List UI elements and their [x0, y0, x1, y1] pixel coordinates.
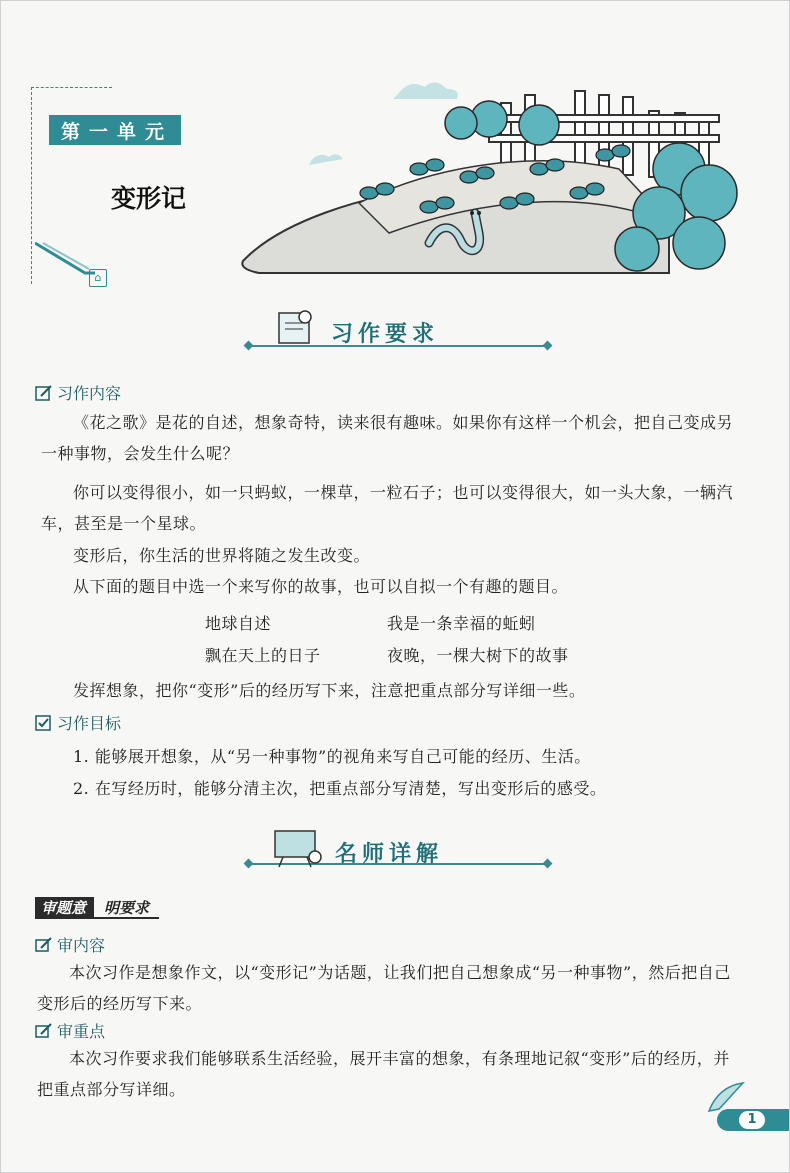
pen-icon: [35, 1023, 53, 1039]
review-content-text: 本次习作是想象作文，以“变形记”为话题，让我们把自己想象成“另一种事物”，然后把自己变形后的经历写下来。: [37, 963, 731, 1013]
banner-diamond-icon: [543, 859, 553, 869]
review-tag-b: 明要求: [94, 897, 159, 919]
topic-item: 我是一条幸福的蚯蚓: [387, 614, 536, 633]
subhead-review-content-label: 审内容: [57, 936, 106, 955]
banner-diamond-icon: [543, 341, 553, 351]
banner-diamond-icon: [244, 341, 254, 351]
goal-item: 2. 在写经历时，能够分清主次，把重点部分写清楚，写出变形后的感受。: [73, 779, 607, 798]
paragraph-3: 变形后，你生活的世界将随之发生改变。: [73, 546, 371, 565]
review-focus-text: 本次习作要求我们能够联系生活经验，展开丰富的想象，有条理地记叙“变形”后的经历，并把重点部分写详细。: [37, 1049, 730, 1099]
subhead-goals-label: 习作目标: [57, 714, 122, 733]
lesson-title: 变形记: [111, 184, 187, 213]
garden-illustration: [239, 73, 759, 285]
subhead-goals: [35, 711, 121, 734]
topic-item: 飘在天上的日子: [205, 646, 321, 665]
subhead-review-focus: [35, 1019, 105, 1042]
banner-diamond-icon: [244, 859, 254, 869]
checklist-icon: [35, 714, 53, 732]
pencil-character-icon: [273, 307, 319, 349]
paragraph-2: 你可以变得很小，如一只蚂蚁，一棵草，一粒石子；也可以变得很大，如一头大象，一辆汽车，甚至是一个星球。: [41, 483, 734, 533]
paragraph-5: 发挥想象，把你“变形”后的经历写下来，注意把重点部分写详细一些。: [73, 681, 586, 700]
subhead-content: [35, 381, 121, 404]
pen-icon: [35, 937, 53, 953]
edit-icon: [35, 384, 53, 402]
section-title-requirements: 习作要求: [331, 322, 440, 347]
subhead-review-content: [35, 933, 105, 956]
topic-item: 地球自述: [205, 614, 272, 633]
subhead-content-label: 习作内容: [57, 384, 122, 403]
corner-mark-icon: ⌂: [89, 269, 107, 287]
paragraph-1: 《花之歌》是花的自述，想象奇特，读来很有趣味。如果你有这样一个机会，把自己变成另一种事物，会发生什么呢？: [41, 413, 734, 463]
unit-label: 第一单元: [49, 115, 181, 145]
review-tag-a: 审题意: [35, 897, 94, 919]
topic-item: 夜晚，一棵大树下的故事: [387, 646, 569, 665]
corner-decoration-icon: [35, 239, 95, 279]
page-number: 1: [739, 1111, 765, 1129]
teacher-board-icon: [271, 827, 325, 869]
subhead-review-focus-label: 审重点: [57, 1022, 106, 1041]
section-title-explanation: 名师详解: [335, 842, 444, 867]
paragraph-4: 从下面的题目中选一个来写你的故事，也可以自拟一个有趣的题目。: [73, 577, 569, 596]
review-tag: [35, 897, 159, 919]
page-number-tab: [705, 1105, 789, 1131]
goal-item: 1. 能够展开想象，从“另一种事物”的视角来写自己可能的经历、生活。: [73, 747, 591, 766]
